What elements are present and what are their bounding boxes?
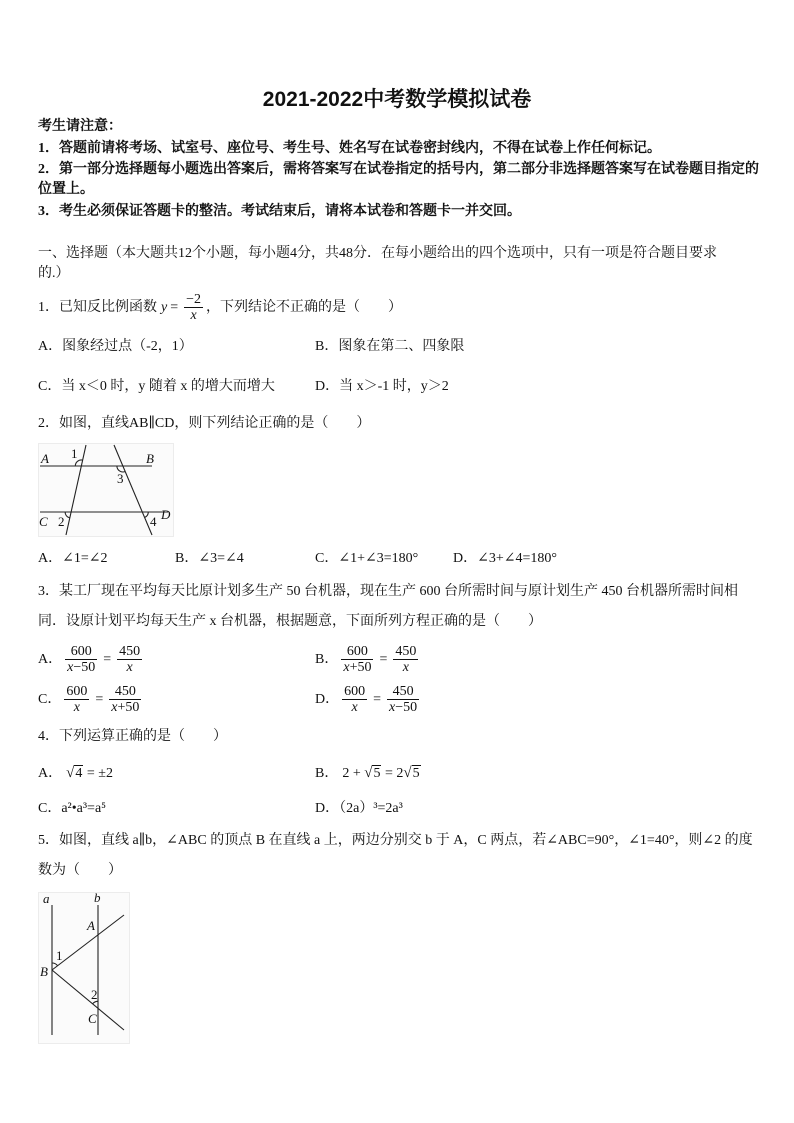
denominator-variable: x (351, 700, 358, 716)
q2-label-point-d: D (161, 507, 171, 522)
fraction-denominator (65, 660, 97, 675)
question-3-stem-line-2: 同．设原计划平均每天生产 x 台机器，根据题意，下面所列方程正确的是（ ） (38, 614, 542, 629)
fraction-denominator (341, 660, 373, 675)
radicand: 5 (412, 766, 420, 781)
q3-option-c-right-fraction (109, 684, 141, 715)
fraction-denominator (342, 700, 367, 715)
q3-option-d-right-fraction (387, 684, 419, 715)
q1-option-a: A．图象经过点（-2，1） (38, 339, 193, 354)
q2-label-point-a: A (41, 451, 49, 466)
q1-option-c: C．当 x＜0 时，y 随着 x 的增大而增大 (38, 379, 275, 394)
q4-option-a-square-root (66, 761, 83, 786)
q5-label-point-b: B (40, 964, 48, 979)
q5-label-angle-1: 1 (56, 948, 63, 963)
denominator-constant: +50 (349, 660, 372, 676)
q4-option-a (38, 761, 113, 786)
q2-label-point-c: C (39, 514, 48, 529)
question-5-stem-line-1: 5．如图，直线 a∥b，∠ABC 的顶点 B 在直线 a 上，两边分别交 b 于 A，C 两点，若∠ABC=90°，∠1=40°，则∠2 的度 (38, 833, 753, 848)
notice-item-2-line-1: 2．第一部分选择题每小题选出答案后，需将答案写在试卷指定的括号内，第二部分非选择题答案写在试卷题目指定的 (38, 162, 759, 177)
q3-option-b (315, 642, 421, 678)
q2-option-d: D．∠3+∠4=180° (453, 551, 557, 566)
q1-fraction-numerator: −2 (186, 292, 202, 308)
q1-function-variable: y (161, 300, 168, 315)
question-2-stem: 2．如图，直线AB∥CD，则下列结论正确的是（ ） (38, 416, 371, 431)
question-3-stem-line-1: 3．某工厂现在平均每天比原计划多生产 50 台机器，现在生产 600 台所需时间与原计划生产 450 台机器所需时间相 (38, 584, 738, 599)
q2-figure-parallel-lines (38, 443, 174, 537)
equals-sign: = (103, 652, 112, 667)
q5-figure-right-angle (38, 892, 130, 1044)
q3-option-a-right-fraction (117, 644, 142, 675)
q1-equals-sign: = (170, 300, 179, 315)
q1-option-b: B．图象在第二、四象限 (315, 339, 465, 354)
q4-option-b-square-root-1 (364, 761, 381, 786)
section-1-heading-line-2: 的.） (38, 266, 70, 281)
fraction-denominator (117, 660, 142, 675)
denominator-constant: +50 (117, 700, 140, 716)
q4-option-a-rest: = ±2 (83, 766, 113, 781)
q4-option-a-label: A． (38, 766, 63, 781)
q3-option-c-left-fraction (64, 684, 89, 715)
q4-option-b-label: B． (315, 766, 339, 781)
q2-option-a: A．∠1=∠2 (38, 551, 108, 566)
radicand: 4 (75, 766, 83, 781)
denominator-constant: −50 (395, 700, 418, 716)
q1-stem-before: 1．已知反比例函数 (38, 300, 157, 315)
fraction-numerator: 450 (119, 644, 141, 660)
q2-label-point-b: B (146, 451, 154, 466)
q4-option-b-square-root-2 (403, 761, 420, 786)
fraction-denominator (393, 660, 418, 675)
radical-sign: √ (403, 765, 412, 781)
notice-item-2-line-2: 位置上。 (38, 182, 94, 197)
fraction-numerator: 600 (65, 644, 97, 660)
q5-label-point-c: C (88, 1011, 97, 1026)
q5-label-point-a: A (87, 918, 95, 933)
fraction-denominator (64, 700, 89, 715)
q4-option-b (315, 761, 421, 786)
q3-option-b-label: B． (315, 652, 339, 667)
radicand: 5 (373, 766, 381, 781)
equals-sign: = (379, 652, 388, 667)
radical-sign: √ (66, 765, 75, 781)
equals-sign: = (373, 692, 382, 707)
question-4-stem: 4．下列运算正确的是（ ） (38, 729, 227, 744)
question-5-stem-line-2: 数为（ ） (38, 863, 122, 878)
q3-option-a (38, 642, 145, 678)
q3-option-c-label: C． (38, 692, 62, 707)
fraction-denominator (387, 700, 419, 715)
q2-label-angle-2: 2 (58, 514, 65, 529)
fraction-numerator: 600 (341, 644, 373, 660)
notice-item-3: 3．考生必须保证答题卡的整洁。考试结束后，请将本试卷和答题卡一并交回。 (38, 204, 521, 219)
denominator-variable: x (126, 660, 133, 676)
q3-option-a-label: A． (38, 652, 63, 667)
fraction-numerator: 600 (66, 684, 88, 700)
q5-label-angle-2: 2 (91, 987, 98, 1002)
fraction-denominator (109, 700, 141, 715)
denominator-variable: x (111, 700, 118, 716)
q5-label-line-b: b (94, 892, 101, 905)
q1-option-d: D．当 x＞-1 时，y＞2 (315, 379, 449, 394)
q1-stem-after: ，下列结论不正确的是（ ） (206, 300, 403, 315)
q1-fraction (184, 292, 203, 323)
section-1-heading-line-1: 一、选择题（本大题共12个小题，每小题4分，共48分．在每小题给出的四个选项中，只有一项是符合题目要求 (38, 246, 717, 261)
q3-option-b-right-fraction (393, 644, 418, 675)
q2-label-angle-3: 3 (117, 471, 124, 486)
fraction-numerator: 450 (387, 684, 419, 700)
denominator-variable: x (73, 700, 80, 716)
q2-option-c: C．∠1+∠3=180° (315, 551, 419, 566)
question-1-stem (38, 290, 402, 326)
q1-fraction-denominator: x (190, 308, 197, 324)
denominator-constant: −50 (73, 660, 96, 676)
denominator-variable: x (389, 700, 396, 716)
notice-item-1: 1．答题前请将考场、试室号、座位号、考生号、姓名写在试卷密封线内，不得在试卷上作任何标记。 (38, 141, 661, 156)
q4-option-d: D．（2a）³=2a³ (315, 801, 403, 816)
q2-option-b: B．∠3=∠4 (175, 551, 244, 566)
q4-option-b-before: 2 + (342, 766, 365, 781)
fraction-numerator: 450 (109, 684, 141, 700)
fraction-numerator: 600 (344, 684, 366, 700)
q5-label-line-a: a (43, 892, 50, 906)
q3-option-d-label: D． (315, 692, 340, 707)
notice-heading: 考生请注意： (38, 119, 122, 134)
q4-option-c: C．a²•a³=a⁵ (38, 801, 107, 816)
fraction-numerator: 450 (395, 644, 417, 660)
denominator-variable: x (67, 660, 74, 676)
q3-option-d (315, 682, 422, 718)
equals-sign: = (95, 692, 104, 707)
q2-label-angle-1: 1 (71, 446, 78, 461)
q3-option-d-left-fraction (342, 684, 367, 715)
q4-option-b-middle: = 2 (381, 766, 404, 781)
q3-option-c (38, 682, 144, 718)
denominator-variable: x (343, 660, 350, 676)
q3-option-a-left-fraction (65, 644, 97, 675)
q2-label-angle-4: 4 (150, 514, 157, 529)
exam-title: 2021-2022中考数学模拟试卷 (262, 88, 532, 111)
denominator-variable: x (402, 660, 409, 676)
q3-option-b-left-fraction (341, 644, 373, 675)
radical-sign: √ (364, 765, 373, 781)
